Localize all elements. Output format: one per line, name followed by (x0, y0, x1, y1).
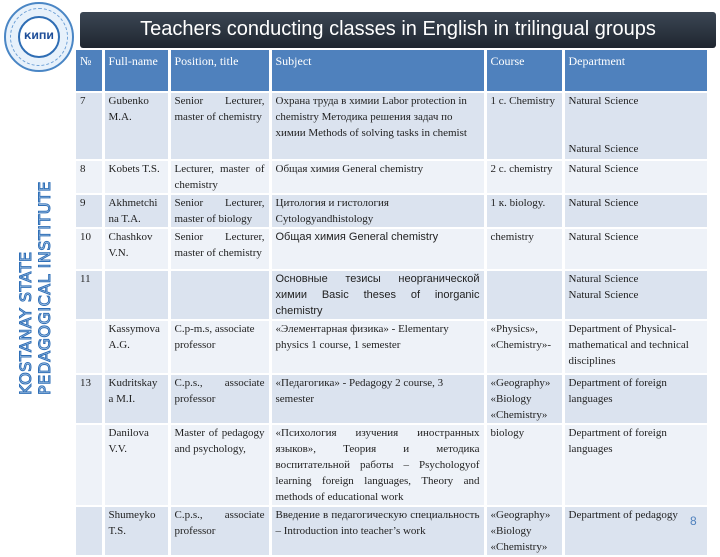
header-department: Department (563, 50, 708, 92)
cell-number (76, 506, 103, 556)
cell-course: biology (485, 424, 563, 506)
cell-position (169, 270, 270, 320)
cell-subject: Цитология и гистология Cytologyandhistology (270, 194, 485, 228)
cell-subject: «Психология изучения иностранных языков», Теория и методика воспитательной работы – Psychologyof learning foreign languages, Theory and methods of educational work (270, 424, 485, 506)
cell-name (103, 270, 169, 320)
cell-department: Natural Science (563, 160, 708, 194)
cell-department: Department of Physical-mathematical and technical disciplines (563, 320, 708, 374)
cell-name: Chashkov V.N. (103, 228, 169, 270)
institute-logo (4, 2, 74, 72)
cell-number: 8 (76, 160, 103, 194)
cell-course: 1 к. biology. (485, 194, 563, 228)
table-row (76, 320, 708, 374)
slide-title: Teachers conducting classes in English in trilingual groups (140, 18, 656, 40)
institute-name-line1: KOSTANAY STATE (16, 251, 35, 395)
cell-subject: Общая химия General chemistry (270, 160, 485, 194)
teachers-table-container (76, 50, 708, 557)
cell-department: Department of foreign languages (563, 424, 708, 506)
title-bar (80, 12, 716, 48)
table-row (76, 374, 708, 424)
cell-number (76, 424, 103, 506)
cell-position: Lecturer, master of chemistry (169, 160, 270, 194)
table-row (76, 228, 708, 270)
sidebar (0, 0, 82, 540)
table-row (76, 270, 708, 320)
cell-course: «Geography» «Biology «Chemistry» (485, 506, 563, 556)
cell-department: Department of pedagogy (563, 506, 708, 556)
cell-subject: Основные тезисы неорганической химии Basic theses of inorganic chemistry (270, 270, 485, 320)
cell-department: Natural Science (563, 194, 708, 228)
logo-text: КИПИ (24, 32, 54, 42)
cell-course: «Geography» «Biology «Chemistry» (485, 374, 563, 424)
table-row (76, 160, 708, 194)
cell-name: Danilova V.V. (103, 424, 169, 506)
logo-emblem (18, 16, 60, 58)
cell-name: Akhmetchi na T.A. (103, 194, 169, 228)
header-subject: Subject (270, 50, 485, 92)
header-number: № (76, 50, 103, 92)
cell-position: Master of pedagogy and psychology, (169, 424, 270, 506)
cell-number (76, 320, 103, 374)
cell-course: chemistry (485, 228, 563, 270)
cell-position: C.p.s., associate professor (169, 374, 270, 424)
cell-subject: Введение в педагогическую специальность – Introduction into teacher’s work (270, 506, 485, 556)
cell-number: 13 (76, 374, 103, 424)
cell-name: Kassymova A.G. (103, 320, 169, 374)
cell-number: 11 (76, 270, 103, 320)
table-row (76, 424, 708, 506)
table-row (76, 506, 708, 556)
page-number: 8 (690, 514, 697, 528)
header-course: Course (485, 50, 563, 92)
cell-name: Kobets T.S. (103, 160, 169, 194)
cell-name: Shumeyko T.S. (103, 506, 169, 556)
cell-position: Senior Lecturer, master of chemistry (169, 92, 270, 160)
cell-course: «Physics», «Chemistry»- (485, 320, 563, 374)
cell-subject: «Элементарная физика» - Elementary physics 1 course, 1 semester (270, 320, 485, 374)
cell-subject: Общая химия General chemistry (270, 228, 485, 270)
cell-department: Natural Science Natural Science (563, 270, 708, 320)
cell-position: Senior Lecturer, master of biology (169, 194, 270, 228)
cell-course (485, 270, 563, 320)
cell-number: 7 (76, 92, 103, 160)
cell-department: Natural Science Natural Science (563, 92, 708, 160)
table-row (76, 194, 708, 228)
teachers-table (76, 50, 710, 557)
table-header-row (76, 50, 708, 92)
cell-number: 9 (76, 194, 103, 228)
cell-subject: «Педагогика» - Pedagogy 2 course, 3 semester (270, 374, 485, 424)
cell-name: Gubenko M.A. (103, 92, 169, 160)
header-position: Position, title (169, 50, 270, 92)
cell-subject: Охрана труда в химии Labor protection in chemistry Методика решения задач по химии Methods of solving tasks in chemist (270, 92, 485, 160)
table-row (76, 92, 708, 160)
cell-course: 1 c. Chemistry (485, 92, 563, 160)
cell-position: Senior Lecturer, master of chemistry (169, 228, 270, 270)
cell-name: Kudritskay a M.I. (103, 374, 169, 424)
cell-course: 2 c. chemistry (485, 160, 563, 194)
cell-number: 10 (76, 228, 103, 270)
header-full-name: Full-name (103, 50, 169, 92)
cell-department: Department of foreign languages (563, 374, 708, 424)
cell-position: C.p-m.s, associate professor (169, 320, 270, 374)
cell-department: Natural Science (563, 228, 708, 270)
cell-position: C.p.s., associate professor (169, 506, 270, 556)
institute-name-line2: PEDAGOGICAL INSTITUTE (35, 181, 54, 395)
